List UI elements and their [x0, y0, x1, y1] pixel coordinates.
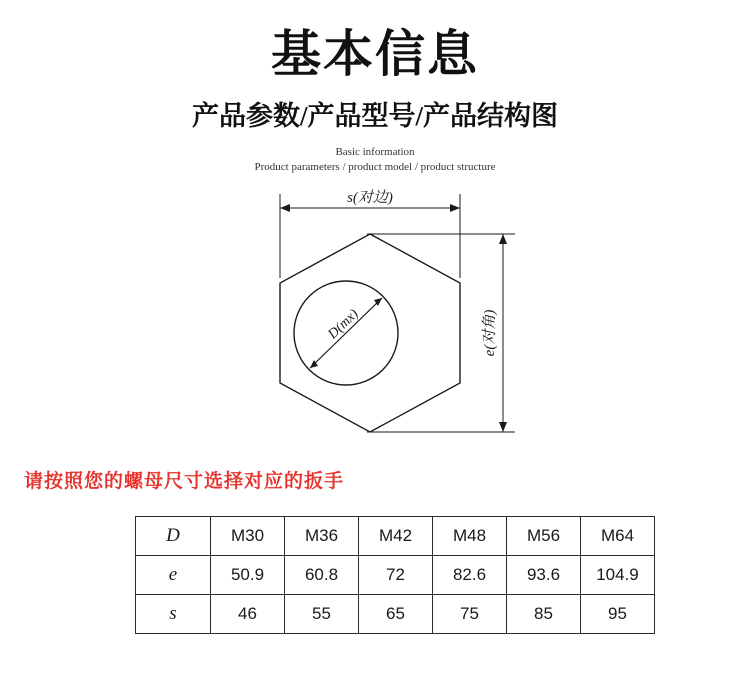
cell-s-1: 55: [285, 595, 359, 634]
page-subtitle-english: Product parameters / product model / product structure: [254, 161, 496, 173]
d-label: D(mx): [325, 306, 362, 343]
header-block: [0, 0, 750, 173]
table-row: [136, 556, 655, 595]
cell-s-2: 65: [359, 595, 433, 634]
row-header-s: s: [136, 595, 211, 634]
cell-s-0: 46: [211, 595, 285, 634]
s-label: s(对边): [347, 190, 393, 206]
cell-s-4: 85: [507, 595, 581, 634]
cell-d-3: M48: [433, 517, 507, 556]
e-label: e(对角): [482, 309, 498, 357]
s-arrow-right: [450, 204, 460, 212]
cell-e-5: 104.9: [581, 556, 655, 595]
cell-d-4: M56: [507, 517, 581, 556]
spec-table: [135, 516, 655, 634]
page-title: 基本信息: [271, 26, 479, 82]
cell-e-2: 72: [359, 556, 433, 595]
cell-e-3: 82.6: [433, 556, 507, 595]
row-header-d: D: [136, 517, 211, 556]
notice-text: 请按照您的螺母尺寸选择对应的扳手: [24, 471, 345, 492]
hex-nut-diagram: [0, 186, 750, 464]
e-arrow-top: [499, 234, 507, 244]
cell-e-0: 50.9: [211, 556, 285, 595]
cell-s-3: 75: [433, 595, 507, 634]
e-arrow-bottom: [499, 422, 507, 432]
page-subtitle: 产品参数/产品型号/产品结构图: [191, 101, 558, 131]
spec-table-wrapper: [135, 516, 655, 634]
cell-e-1: 60.8: [285, 556, 359, 595]
cell-d-1: M36: [285, 517, 359, 556]
table-row: [136, 517, 655, 556]
page-title-english: Basic information: [335, 146, 415, 158]
s-arrow-left: [280, 204, 290, 212]
cell-d-5: M64: [581, 517, 655, 556]
row-header-e: e: [136, 556, 211, 595]
cell-e-4: 93.6: [507, 556, 581, 595]
hex-nut-drawing-svg: [215, 186, 535, 464]
bore-diameter-line: [310, 298, 382, 368]
cell-d-2: M42: [359, 517, 433, 556]
cell-d-0: M30: [211, 517, 285, 556]
table-row: [136, 595, 655, 634]
cell-s-5: 95: [581, 595, 655, 634]
hexagon-outline: [280, 234, 460, 432]
